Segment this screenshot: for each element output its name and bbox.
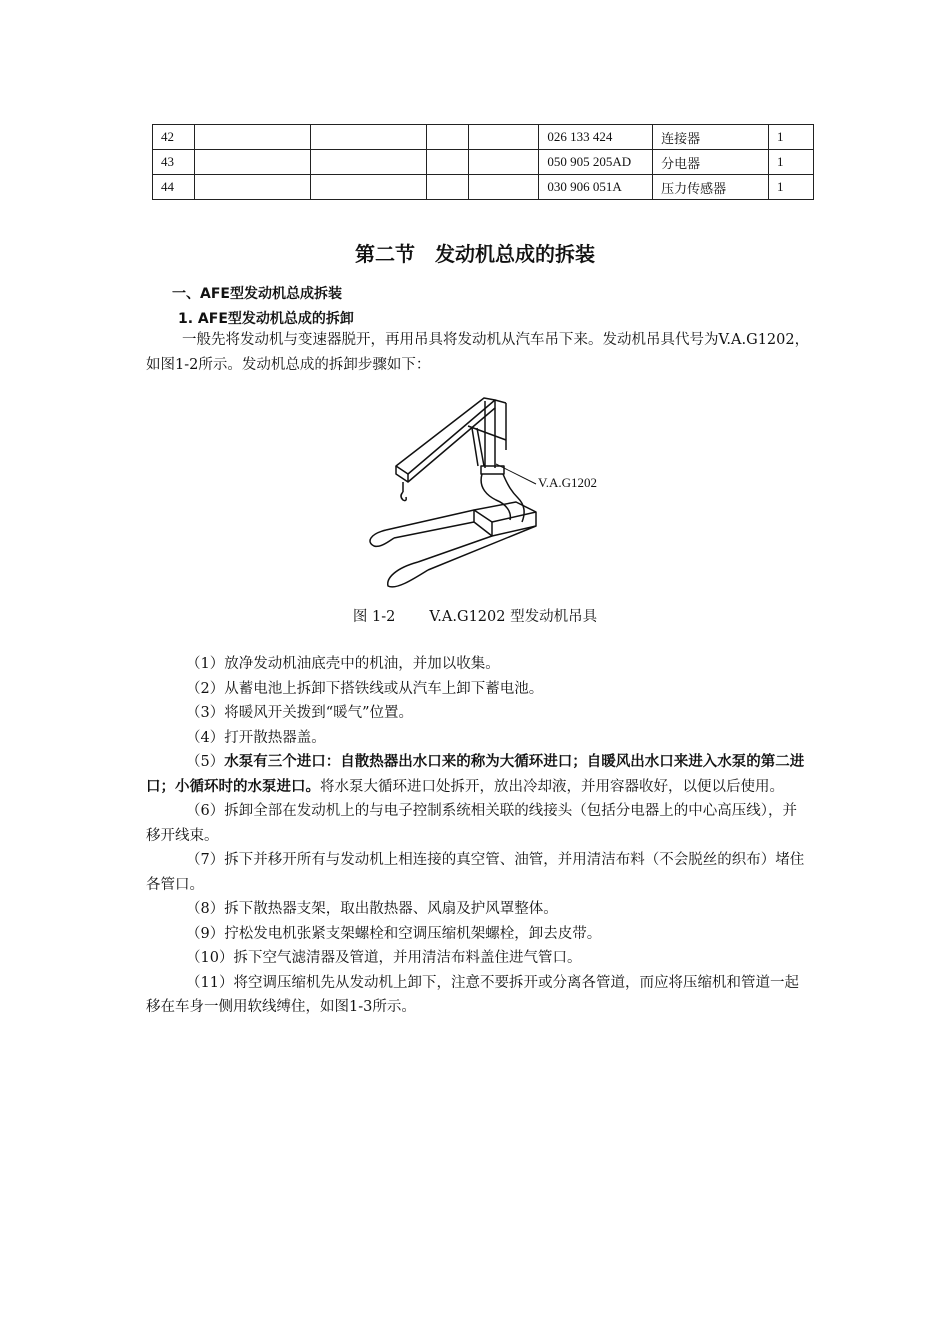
- step-item: （9）拧松发电机张紧支架螺栓和空调压缩机架螺栓，卸去皮带。: [186, 925, 602, 942]
- step-item: [146, 750, 810, 799]
- steps-list: [146, 652, 810, 1020]
- figure-label: V.A.G1202: [538, 475, 597, 490]
- part-name: 连接器: [653, 125, 769, 150]
- heading-level-1: 一、AFE型发动机总成拆装: [172, 286, 342, 302]
- figure-caption: [0, 605, 950, 626]
- step-item: （2）从蓄电池上拆卸下搭铁线或从汽车上卸下蓄电池。: [186, 680, 544, 697]
- table-row: [153, 150, 814, 175]
- step-number: （5）: [186, 754, 225, 770]
- part-name: 压力传感器: [653, 175, 769, 200]
- step-item: （11）将空调压缩机先从发动机上卸下，注意不要拆开或分离各管道，而应将压缩机和管道一起移在车身一侧用软线缚住，如图1-3所示。: [146, 974, 799, 1015]
- section-title: 第二节 发动机总成的拆装: [355, 242, 595, 266]
- part-qty: 1: [768, 175, 813, 200]
- step-item: （6）拆卸全部在发动机上的与电子控制系统相关联的线接头（包括分电器上的中心高压线），并移开线束。: [146, 803, 797, 844]
- step-item: （10）拆下空气滤清器及管道，并用清洁布料盖住进气管口。: [186, 950, 582, 966]
- part-code: 026 133 424: [539, 125, 653, 150]
- row-number: 42: [153, 125, 195, 150]
- table-row: [153, 175, 814, 200]
- step-item: （4）打开散热器盖。: [186, 729, 326, 746]
- table-row: [153, 125, 814, 150]
- row-number: 43: [153, 150, 195, 175]
- heading-level-2: 1. AFE型发动机总成的拆卸: [178, 311, 354, 327]
- part-qty: 1: [768, 125, 813, 150]
- step-item: （7）拆下并移开所有与发动机上相连接的真空管、油管，并用清洁布料（不会脱丝的织布）堵住各管口。: [146, 852, 805, 893]
- part-code: 050 905 205AD: [539, 150, 653, 175]
- part-qty: 1: [768, 150, 813, 175]
- step-text: 将水泵大循环进口处拆开，放出冷却液，并用容器收好，以便以后使用。: [320, 778, 784, 795]
- intro-paragraph: 一般先将发动机与变速器脱开，再用吊具将发动机从汽车吊下来。发动机吊具代号为V.A.G1202，如图1-2所示。发动机总成的拆卸步骤如下：: [146, 332, 810, 373]
- parts-table: [152, 124, 814, 200]
- step-item: （1）放净发动机油底壳中的机油，并加以收集。: [186, 656, 500, 672]
- step-emphasis: 水泵有三个进口：自散热器出水口来的称为大循环进口；自暖风出水口来进入水泵的第二进口；小循环时的水泵进口。: [146, 754, 805, 795]
- engine-crane-figure: [356, 388, 616, 593]
- figure-caption-text: V.A.G1202 型发动机吊具: [429, 609, 598, 625]
- step-item: （3）将暖风开关拨到“暖气”位置。: [186, 705, 414, 721]
- figure-caption-number: 图 1-2: [352, 609, 396, 625]
- part-code: 030 906 051A: [539, 175, 653, 200]
- step-item: （8）拆下散热器支架，取出散热器、风扇及护风罩整体。: [186, 901, 558, 917]
- row-number: 44: [153, 175, 195, 200]
- part-name: 分电器: [653, 150, 769, 175]
